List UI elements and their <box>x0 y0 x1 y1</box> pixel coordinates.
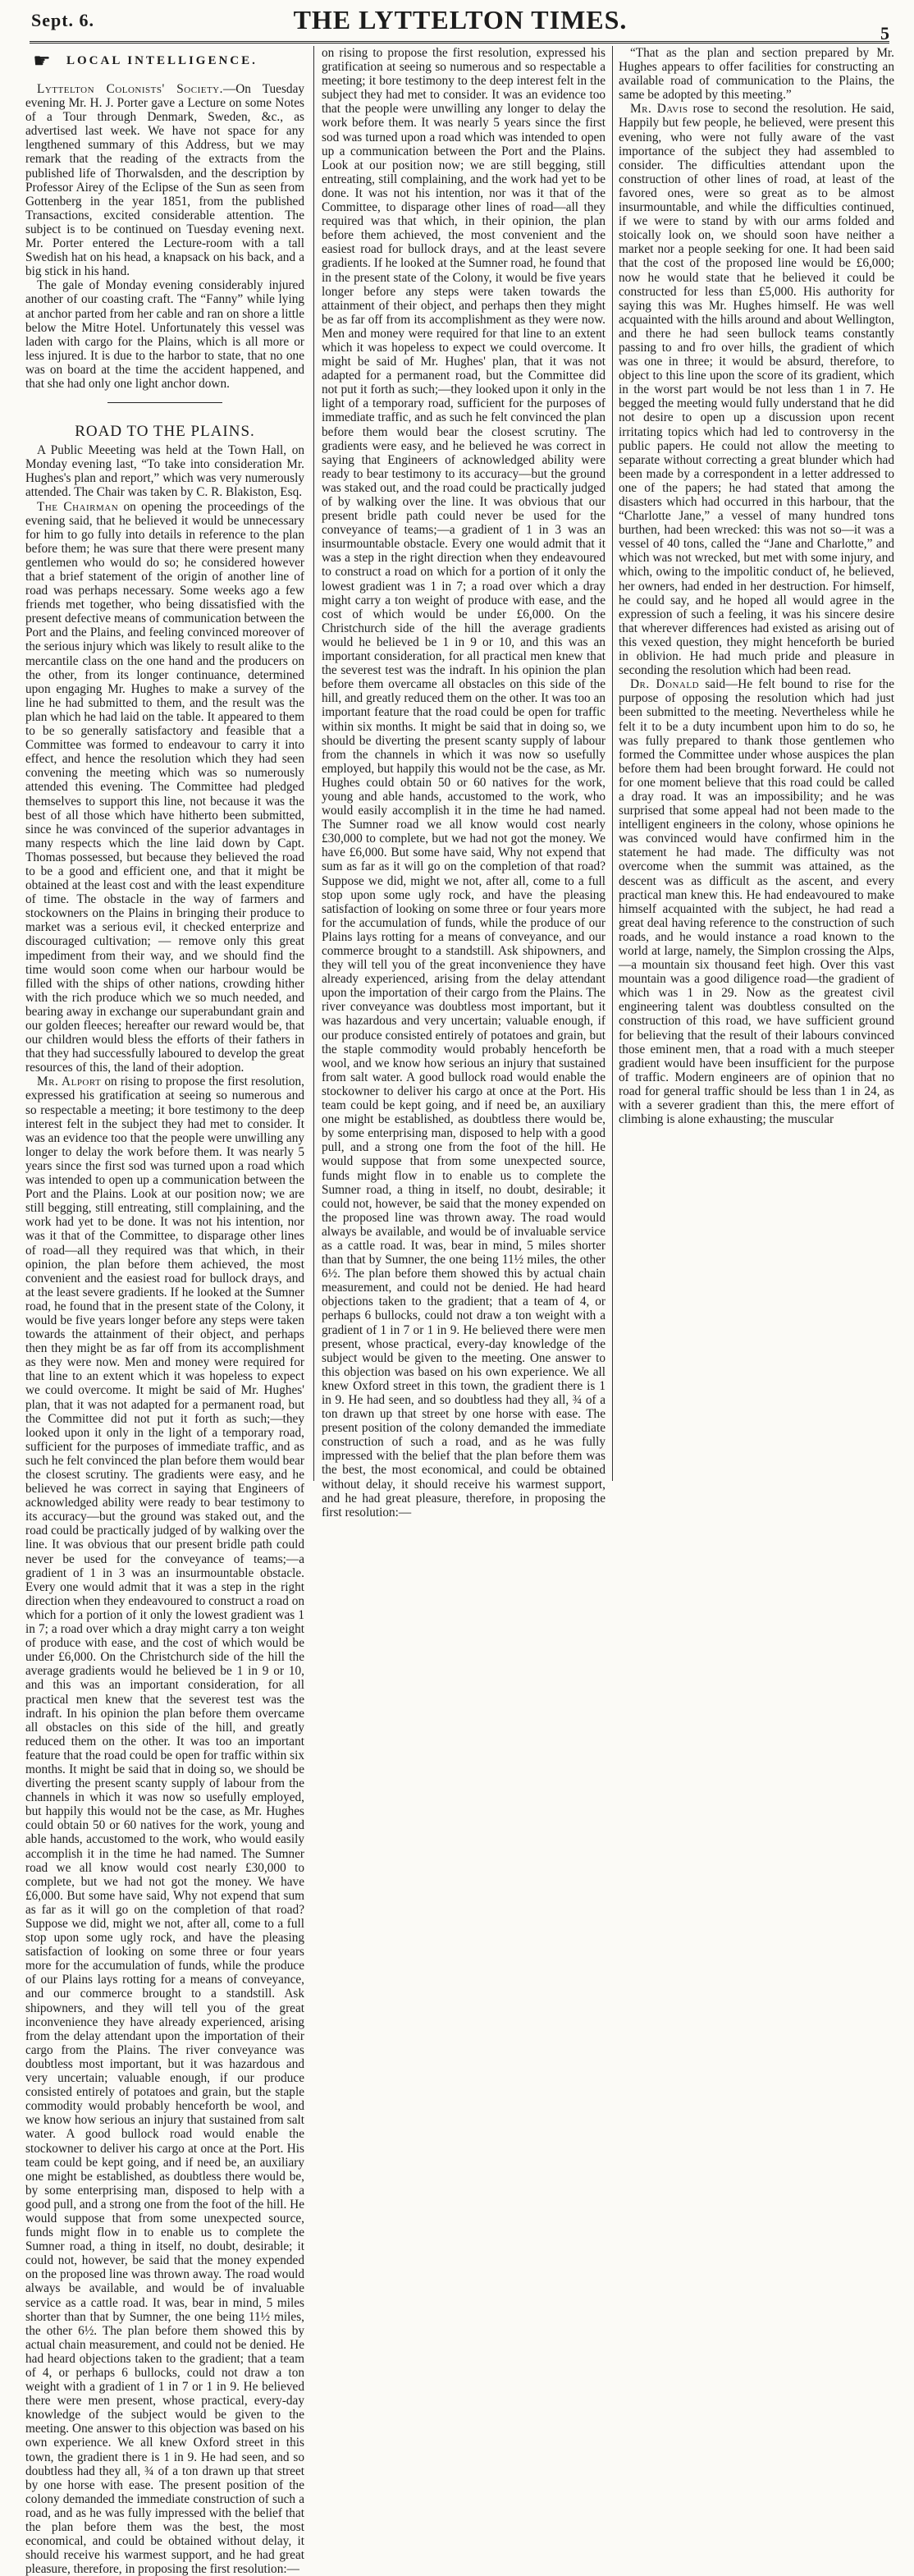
society-text: —On Tuesday evening Mr. H. J. Porter gave a Lecture on some Notes of a Tour through Denmark, Sweden, &c., as advertised last week. We have not space for any lengthened summary of this Address, but we may remark that the reading of the extracts from the published life of Thorwalsden, and the description by Professor Airey of the Eclipse of the Sun as seen from Gottenberg in the year 1851, from the published Transactions, excited considerable attention. The subject is to be continued on Tuesday evening next. Mr. Porter entered the Lecture-room with a tall Swedish hat on his head, a knapsack on his back, and a big stick in his hand. <box>25 82 305 279</box>
local-intelligence-heading: ☛ LOCAL INTELLIGENCE. <box>25 49 304 74</box>
davis-lead: Mr. Davis <box>630 102 688 117</box>
column-1 <box>25 46 305 2576</box>
chairman-text: on opening the proceedings of the evening said, that he believed it would be unnecessary for him to go fully into details in reference to the plan before them; he was sure that there were present many gentlemen who would do so; he considered however that a brief statement of the origin of another line of road was perhaps necessary. Some weeks ago a few friends met together, who being dissatisfied with the present defective means of communication between the Port and the Plains, and feeling convinced moreover of the serious injury which was likely to result alike to the mercantile class on the one hand and the producers on the other, from its longer continuance, determined upon engaging Mr. Hughes to make a survey of the line he had submitted to them, and the result was the plan which he had laid on the table. It appeared to them to be so generally satisfactory and feasible that a Committee was formed to endeavour to carry it into effect, and hence the resolution which they had seen convening the meeting which was so numerously attended this evening. The Committee had pledged themselves to support this line, not because it was the best of all those which have hitherto been submitted, since he was convinced of the superior advantages in many respects which the line laid down by Capt. Thomas possessed, but because they believed the road to be a good and efficient one, and that it might be obtained at the least cost and with the least expenditure of time. The obstacle in the way of farmers and stockowners on the Plains in bringing their produce to market was a serious evil, it checked enterprize and discouraged cultivation; — remove only this great impediment from their way, and we should find the time would soon come when our harbour would be filled with the ships of other nations, crowding hither with the rich produce which we so much needed, and bearing away in exchange our superabundant grain and our golden fleeces; hereafter our reward would be, that our children would bless the efforts of their fathers in that they had successfully laboured to develop the great resources of this, the land of their adoption. <box>25 499 304 1075</box>
column-divider <box>612 46 613 1481</box>
page-number: 5 <box>880 23 889 44</box>
gale-paragraph: The gale of Monday evening considerably injured another of our coasting craft. The “Fanny” while lying at anchor parted from her cable and ran on shore a little below the Mitre Hotel. Unfortunately this vessel was laden with cargo for the Plains, which is all more or less injured. It is due to the harbor to state, that no one was on board at the time the accident happened, and that she had only one light anchor down. <box>25 278 304 391</box>
newspaper-title: THE LYTTELTON TIMES. <box>293 5 628 34</box>
issue-date: Sept. 6. <box>31 10 95 30</box>
alport-text-cont: on rising to propose the first resolution, expressed his gratification at seeing so numerous and so respectable a meeting; it bore testimony to the deep interest felt in the subject they had met to consider. It was an evidence too that the people were unwilling any longer to delay the work before them. It was nearly 5 years since the first sod was turned upon a road which was intended to open up a communication between the Port and the Plains. Look at our position now; we are still begging, still entreating, still complaining, and the work had yet to be done. It was not his intention, nor was it that of the Committee, to disparage other lines of road—all they required was that which, in their opinion, the plan before them achieved, the most convenient and the easiest road for bullock drays, and at the least severe gradients. If he looked at the Sumner road, he found that in the present state of the Colony, it would be five years longer before any steps were taken towards the attainment of their object, and perhaps then they might be as far off from its accomplishment as they were now. Men and money were required for that line to an extent which it was hopeless to expect we could overcome. It might be said of Mr. Hughes' plan, that it was not adapted for a permanent road, but the Committee did not put it forth as such;—they looked upon it only in the light of a temporary road, sufficient for the purposes of immediate traffic, and as such he felt convinced the plan before them would bear the closest scrutiny. The gradients were easy, and he believed he was correct in saying that Engineers of acknowledged ability were ready to bear testimony to its accuracy—but the ground was staked out, and the road could be practically judged of by walking over the line. It was obvious that our present bridle path could never be used for the conveyance of teams;—a gradient of 1 in 3 was an insurmountable obstacle. Every one would admit that it was a step in the right direction when they endeavoured to construct a road on which for a portion of it only the lowest gradient was 1 in 7; a road over which a dray might carry a ton weight of produce with ease, and the cost of which would be under £6,000. On the Christchurch side of the hill the average gradients would he believed be 1 in 9 or 10, and this was an important consideration, for all practical men knew that the severest test was the indraft. In his opinion the plan before them overcame all obstacles on this side of the hill, and greatly reduced them on the other. It was too an important feature that the road could be open for traffic within six months. It might be said that in doing so, we should be diverting the present scanty supply of labour from the channels in which it was now so usefully employed, but happily this would not be the case, as Mr. Hughes could obtain 50 or 60 natives for the work, young and able hands, accustomed to the work, who would easily accomplish it in the time he had named. The Sumner road we all know would cost nearly £30,000 to complete, but we had not got the money. We have £6,000. But some have said, Why not expend that sum as far as it will go on the completion of that road? Suppose we did, might we not, after all, come to a full stop upon some ugly rock, and have the pleasing satisfaction of looking on some three or four years more for the accumulation of funds, while the produce of our Plains lays rotting for a means of conveyance, and our commerce brought to a standstill. Ask shipowners, and they will tell you of the great inconvenience they have already experienced, arising from the delay attendant upon the importation of their cargo from the Plains. The river conveyance was doubtless most important, but it was hazardous and very uncertain; valuable enough, if our produce consisted entirely of potatoes and grain, but the staple commodity would probably henceforth be wool, and we know how serious an injury that sustained from salt water. A good bullock road would enable the stockowner to deliver his cargo at once at the Port. His team could be kept going, and if need be, an auxiliary one might be established, as doubtless there would be, by some enterprising man, disposed to help with a good pull, and a strong one from the foot of the hill. He would suppose that from some unexpected source, funds might flow in to enable us to complete the Sumner road, a thing in itself, no doubt, desirable; it could not, however, be said that the money expended on the proposed line was thrown away. The road would always be available, and would be of invaluable service as a cattle road. It was, bear in mind, 5 miles shorter than that by Sumner, the one being 11½ miles, the other 6½. The plan before them showed this by actual chain measurement, and could not be denied. He had heard objections taken to the gradient; that a team of 4, or perhaps 6 bullocks, could not draw a ton weight with a gradient of 1 in 7 or 1 in 9. He believed there were men present, whose practical, every-day knowledge of the subject would be given to the meeting. One answer to this objection was based on his own experience. We all knew Oxford street in this town, the gradient there is 1 in 9. He had seen, and so doubtless had they all, ¾ of a ton drawn up that street by one horse with ease. The present position of the colony demanded the immediate construction of such a road, and as he was fully impressed with the belief that the plan before them was the best, the most economical, and could be obtained without delay, it should receive his warmest support, and he had great pleasure, therefore, in proposing the first resolution:— <box>322 46 606 1519</box>
masthead-rule <box>30 41 889 44</box>
resolution-text: “That as the plan and section prepared by Mr. Hughes appears to offer facilities for constructing an available road of communication to the Plains, the same be adopted by this meeting.” <box>619 46 894 103</box>
alport-continued <box>322 46 606 1519</box>
column-divider <box>313 46 314 1481</box>
alport-paragraph <box>25 1075 304 2576</box>
masthead <box>31 0 889 44</box>
society-paragraph <box>25 82 304 278</box>
donald-lead: Dr. Donald <box>630 677 700 692</box>
pointing-hand-icon: ☛ <box>33 51 51 72</box>
alport-lead: Mr. Alport <box>37 1075 102 1089</box>
column-2 <box>322 46 606 1519</box>
road-heading: ROAD TO THE PLAINS. <box>75 423 255 441</box>
donald-paragraph <box>619 677 894 1126</box>
section-rule <box>107 402 222 403</box>
donald-text: said—He felt bound to rise for the purpose of opposing the resolution which had just been submitted to the meeting. Nevertheless while he felt it to be a duty incumbent upon him to do so, he was fully prepared to thank those gentlemen who formed the Committee under whose auspices the plan before them had been brought forward. He could not for one moment believe that this road could be called a dray road. It was an impossibility; and he was surprised that some appeal had not been made to the intelligent engineers in the colony, whose opinions he was convinced would have confirmed him in the statement he had made. The difficulty was not overcome when the summit was attained, as the descent was as difficult as the ascent, and every practical man knew this. He had endeavoured to make himself acquainted with the subject, he had read a great deal having reference to the construction of such roads, and he would instance a road known to the world at large, namely, the Simplon crossing the Alps,—a mountain six thousand feet high. Over this vast mountain was a good diligence road—the gradient of which was 1 in 29. Now as the greatest civil engineering talent was doubtless consulted on the construction of this road, we have sufficient ground for believing that the result of their labours convinced those eminent men, that a road with a much steeper gradient would have been insufficient for the purpose of traffic. Modern engineers are of opinion that no road for general traffic should be less than 1 in 24, as with a severer gradient than this, the mere effort of climbing is alone exhausting; the muscular <box>619 677 894 1127</box>
chairman-lead: The Chairman <box>37 499 119 514</box>
chairman-paragraph <box>25 500 304 1075</box>
davis-text: rose to second the resolution. He said, Happily but few people, he believed, were present this evening, who were not fully aware of the vast importance of the subject they had assembled to consider. The difficulties attendant upon the construction of other lines of road, at least of the favored ones, were so great as to be almost insurmountable, and while the difficulties continued, if we were to stand by with our arms folded and stoically look on, we should soon have neither a market nor a people seeking for one. It had been said that the cost of the proposed line would be £6,000; now he would state that he believed it could be constructed for less than £5,000. His authority for saying this was Mr. Hughes himself. He was well acquainted with the hills around and about Wellington, and there he had seen bullock teams constantly passing to and fro over hills, the gradient of which was one in three; it would be absurd, therefore, to object to this line upon the score of its gradient, which in the worst part would be not less than 1 in 7. He begged the meeting would fully understand that he did not desire to open up a discussion upon recent irritating topics which had led to controversy in the public papers. He could not allow the meeting to separate without correcting a great blunder which had been made by a correspondent in a letter addressed to one of the papers; he had stated that among the disasters which had occurred in this harbour, that the “Charlotte Jane,” a vessel of many hundred tons burthen, had been wrecked: this was not so—it was a vessel of 40 tons, called the “Jane and Charlotte,” and which was not wrecked, but met with some injury, and which, owing to the impolitic conduct of, he believed, her owners, had ended in her destruction. For himself, he could say, and he hoped all would agree in the expression of such a feeling, it was his sincere desire that wherever differences had existed as arising out of this vexed question, they might henceforth be buried in oblivion. He had much pride and pleasure in seconding the resolution which had been read. <box>619 102 895 678</box>
davis-paragraph <box>619 102 894 677</box>
meeting-intro: A Public Meeeting was held at the Town Hall, on Monday evening last, “To take into consideration Mr. Hughes's plan and report,” which was very numerously attended. The Chair was taken by C. R. Blakiston, Esq. <box>25 443 304 500</box>
society-lead: Lyttelton Colonists' Society. <box>37 82 223 96</box>
column-3 <box>619 46 894 1481</box>
alport-text: on rising to propose the first resolution, expressed his gratification at seeing so numerous and so respectable a meeting; it bore testimony to the deep interest felt in the subject they had met to consider. It was an evidence too that the people were unwilling any longer to delay the work before them. It was nearly 5 years since the first sod was turned upon a road which was intended to open up a communication between the Port and the Plains. Look at our position now; we are still begging, still entreating, still complaining, and the work had yet to be done. It was not his intention, nor was it that of the Committee, to disparage other lines of road—all they required was that which, in their opinion, the plan before them achieved, the most convenient and the easiest road for bullock drays, and at the least severe gradients. If he looked at the Sumner road, he found that in the present state of the Colony, it would be five years longer before any steps were taken towards the attainment of their object, and perhaps then they might be as far off from its accomplishment as they were now. Men and money were required for that line to an extent which it was hopeless to expect we could overcome. It might be said of Mr. Hughes' plan, that it was not adapted for a permanent road, but the Committee did not put it forth as such;—they looked upon it only in the light of a temporary road, sufficient for the purposes of immediate traffic, and as such he felt convinced the plan before them would bear the closest scrutiny. The gradients were easy, and he believed he was correct in saying that Engineers of acknowledged ability were ready to bear testimony to its accuracy—but the ground was staked out, and the road could be practically judged of by walking over the line. It was obvious that our present bridle path could never be used for the conveyance of teams;—a gradient of 1 in 3 was an insurmountable obstacle. Every one would admit that it was a step in the right direction when they endeavoured to construct a road on which for a portion of it only the lowest gradient was 1 in 7; a road over which a dray might carry a ton weight of produce with ease, and the cost of which would be under £6,000. On the Christchurch side of the hill the average gradients would he believed be 1 in 9 or 10, and this was an important consideration, for all practical men knew that the severest test was the indraft. In his opinion the plan before them overcame all obstacles on this side of the hill, and greatly reduced them on the other. It was too an important feature that the road could be open for traffic within six months. It might be said that in doing so, we should be diverting the present scanty supply of labour from the channels in which it was now so usefully employed, but happily this would not be the case, as Mr. Hughes could obtain 50 or 60 natives for the work, young and able hands, accustomed to the work, who would easily accomplish it in the time he had named. The Sumner road we all know would cost nearly £30,000 to complete, but we had not got the money. We have £6,000. But some have said, Why not expend that sum as far as it will go on the completion of that road? Suppose we did, might we not, after all, come to a full stop upon some ugly rock, and have the pleasing satisfaction of looking on some three or four years more for the accumulation of funds, while the produce of our Plains lays rotting for a means of conveyance, and our commerce brought to a standstill. Ask shipowners, and they will tell you of the great inconvenience they have already experienced, arising from the delay attendant upon the importation of their cargo from the Plains. The river conveyance was doubtless most important, but it was hazardous and very uncertain; valuable enough, if our produce consisted entirely of potatoes and grain, but the staple commodity would probably henceforth be wool, and we know how serious an injury that sustained from salt water. A good bullock road would enable the stockowner to deliver his cargo at once at the Port. His team could be kept going, and if need be, an auxiliary one might be established, as doubtless there would be, by some enterprising man, disposed to help with a good pull, and a strong one from the foot of the hill. He would suppose that from some unexpected source, funds might flow in to enable us to complete the Sumner road, a thing in itself, no doubt, desirable; it could not, however, be said that the money expended on the proposed line was thrown away. The road would always be available, and would be of invaluable service as a cattle road. It was, bear in mind, 5 miles shorter than that by Sumner, the one being 11½ miles, the other 6½. The plan before them showed this by actual chain measurement, and could not be denied. He had heard objections taken to the gradient; that a team of 4, or perhaps 6 bullocks, could not draw a ton weight with a gradient of 1 in 7 or 1 in 9. He believed there were men present, whose practical, every-day knowledge of the subject would be given to the meeting. One answer to this objection was based on his own experience. We all knew Oxford street in this town, the gradient there is 1 in 9. He had seen, and so doubtless had they all, ¾ of a ton drawn up that street by one horse with ease. The present position of the colony demanded the immediate construction of such a road, and as he was fully impressed with the belief that the plan before them was the best, the most economical, and could be obtained without delay, it should receive his warmest support, and he had great pleasure, therefore, in proposing the first resolution:— <box>25 1075 304 2576</box>
